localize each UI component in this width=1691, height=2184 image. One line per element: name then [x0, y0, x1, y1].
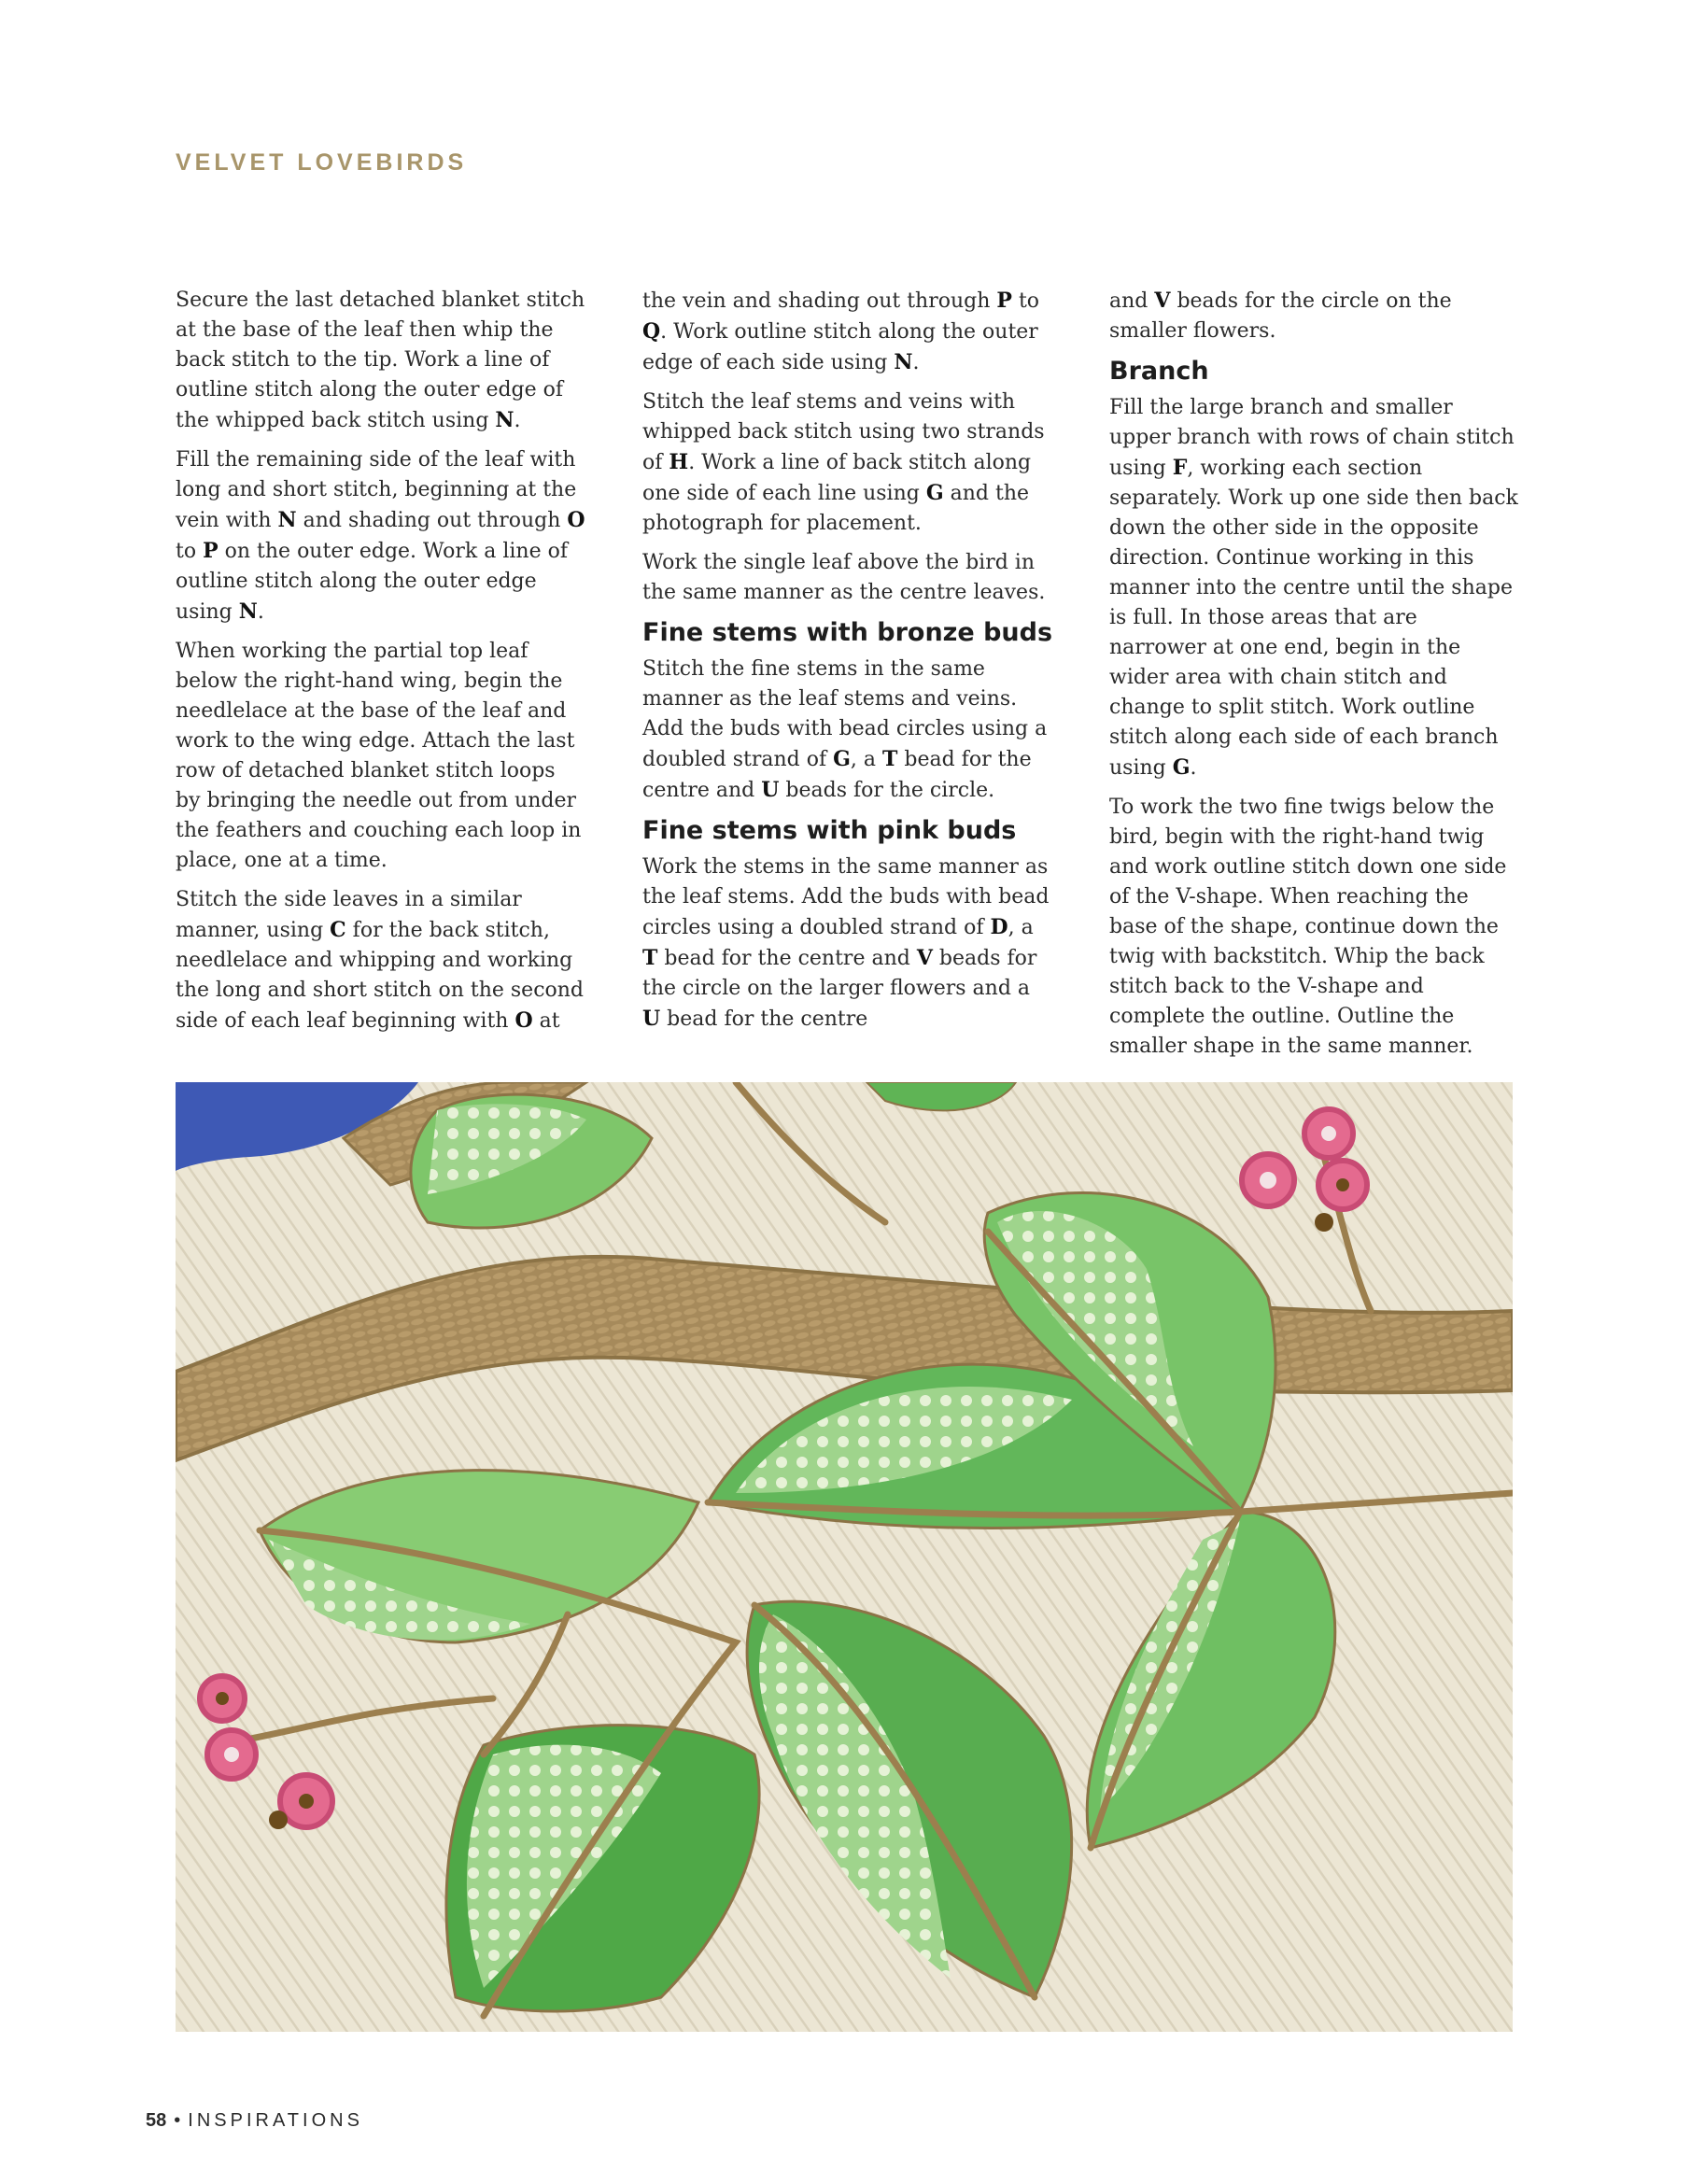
body-paragraph [176, 286, 586, 436]
text-run: bead for the centre [660, 1007, 868, 1031]
text-run: beads for the circle. [779, 779, 995, 802]
text-run: at [532, 1009, 560, 1033]
body-paragraph [642, 852, 1053, 1035]
body-paragraph [642, 387, 1053, 539]
text-run: bead for the centre and [657, 947, 917, 970]
text-run: , a [1008, 916, 1034, 939]
text-run: . [912, 351, 920, 374]
body-paragraph [642, 286, 1053, 378]
thread-code: C [330, 918, 346, 942]
text-run: for the back stitch, needlelace and whipping and working the long and short stitch on the second side of each leaf beginning with [176, 919, 585, 1033]
text-run: Work the stems in the same manner as the leaf stems. Add the buds with bead circles using a doubled strand of [642, 855, 1050, 939]
section-heading: Fine stems with pink buds [642, 816, 1017, 845]
thread-code: H [669, 450, 689, 474]
text-run: . [257, 600, 264, 624]
page-number: 58 [146, 2110, 167, 2131]
text-run: Fill the remaining side of the leaf with long and short stitch, beginning at the vein with [176, 448, 577, 532]
body-paragraph [1109, 793, 1520, 1062]
thread-code: P [996, 289, 1012, 313]
footer-separator: • [174, 2110, 181, 2131]
thread-code: U [642, 1007, 661, 1031]
text-run: on the outer edge. Work a line of outline stitch along the outer edge using [176, 540, 568, 624]
text-column-3 [1109, 286, 1520, 1071]
thread-code: D [990, 915, 1008, 939]
thread-code: G [833, 747, 851, 771]
text-run: To work the two fine twigs below the bird, begin with the right-hand twig and work outline stitch down one side of the V-shape. When reaching the base of the shape, continue down the twig with backstitch. Whip the back stitch back to the V-shape and complete the outline. Outline the smaller shape in the same manner. [1109, 796, 1507, 1058]
text-run: Fill the large branch and smaller upper branch with rows of chain stitch using [1109, 396, 1515, 480]
body-paragraph [1109, 393, 1520, 783]
thread-code: N [495, 408, 514, 432]
body-paragraph [642, 548, 1053, 608]
body-paragraph [642, 655, 1053, 806]
thread-code: G [1172, 755, 1191, 780]
text-run: and [1109, 289, 1155, 313]
body-paragraph [176, 637, 586, 876]
thread-code: Q [642, 319, 661, 344]
text-run: Work the single leaf above the bird in the same manner as the centre leaves. [642, 551, 1046, 604]
text-run: . [514, 409, 521, 432]
text-run: the vein and shading out through [642, 289, 997, 313]
thread-code: O [514, 1008, 533, 1033]
thread-code: O [567, 508, 585, 532]
thread-code: V [916, 946, 933, 970]
body-paragraph [176, 885, 586, 1036]
text-run: beads for the circle on the larger flowers and a [642, 947, 1037, 1000]
text-column-1 [176, 286, 586, 1046]
body-paragraph [176, 445, 586, 627]
section-heading: Fine stems with bronze buds [642, 618, 1053, 647]
text-run: to [176, 540, 204, 563]
thread-code: U [761, 778, 780, 802]
text-run: , a [850, 748, 883, 771]
text-run: . Work a line of back stitch along one side of each line using [642, 451, 1032, 505]
thread-code: F [1172, 456, 1188, 480]
text-run: When working the partial top leaf below the right-hand wing, begin the needlelace at the base of the leaf and work to the wing edge. Attach the last row of detached blanket stitch loops by bringing the needle out from under the feathers and couching each loop in place, one at a time. [176, 640, 582, 872]
text-run: , working each section separately. Work up one side then back down the other side in the opposite direction. Continue working in this manner into the centre until the shape is full. In those areas that are narrower at one end, begin in the wider area with chain stitch and change to split stitch. Work outline stitch along each side of each branch using [1109, 457, 1518, 780]
publication-name: INSPIRATIONS [188, 2110, 363, 2131]
text-run: Secure the last detached blanket stitch at the base of the leaf then whip the back stitch to the tip. Work a line of outline stitch along the outer edge of the whipped back stitch using [176, 289, 585, 432]
page-footer [146, 2110, 363, 2132]
text-run: . Work outline stitch along the outer edge of each side using [642, 320, 1038, 374]
thread-code: N [277, 508, 297, 532]
section-heading: Branch [1109, 357, 1209, 386]
thread-code: T [882, 747, 898, 771]
text-run: Stitch the side leaves in a similar manner, using [176, 888, 522, 942]
thread-code: V [1154, 289, 1171, 313]
text-run: and shading out through [296, 509, 568, 532]
embroidery-photo [176, 1082, 1513, 2032]
text-run: bead for the centre and [642, 748, 1032, 802]
text-column-2 [642, 286, 1053, 1044]
running-header: VELVET LOVEBIRDS [176, 149, 468, 176]
text-run: beads for the circle on the smaller flowers. [1109, 289, 1452, 343]
text-run: . [1190, 756, 1197, 780]
text-run: Stitch the leaf stems and veins with whipped back stitch using two strands of [642, 390, 1045, 474]
thread-code: T [642, 946, 658, 970]
thread-code: G [925, 481, 944, 505]
text-run: Stitch the fine stems in the same manner as the leaf stems and veins. Add the buds with bead circles using a doubled strand of [642, 657, 1048, 771]
thread-code: N [238, 599, 258, 624]
text-run: and the photograph for placement. [642, 482, 1030, 535]
thread-code: N [894, 350, 913, 374]
thread-code: P [203, 539, 218, 563]
text-run: to [1011, 289, 1040, 313]
body-paragraph [1109, 286, 1520, 346]
